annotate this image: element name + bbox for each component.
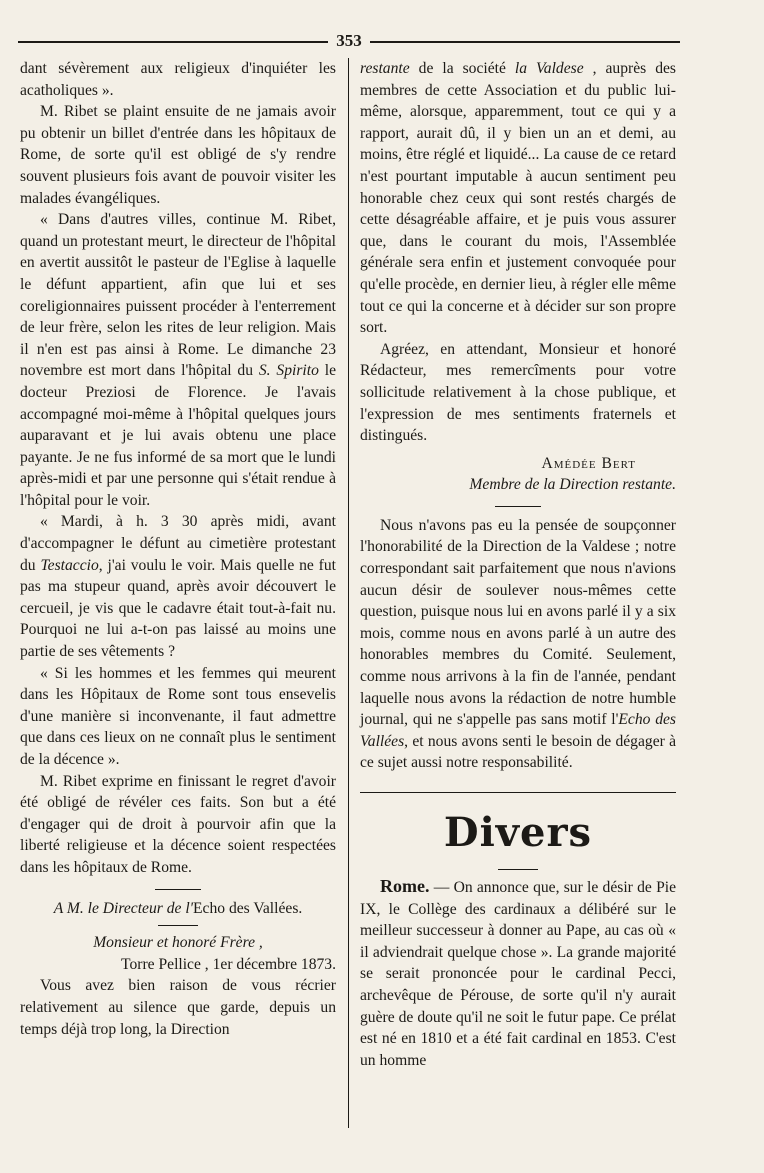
text-run: de la société [409, 60, 515, 77]
page-number: 353 [336, 31, 362, 50]
left-column [20, 58, 336, 1040]
text-run: , j'ai voulu le voir. Mais quelle ne fut pas ma stupeur quand, après avoir découvert le cercueil, je vis que le cadavre était tout-à-fait nu. Pourquoi ne lui a-t-on pas laissé au moins une partie de ses vêtements ? [20, 556, 336, 661]
text-run: le docteur Preziosi de Florence. Je l'avais accompagné moi-même à l'hôpital quelques jours auparavant et je lui avais obtenu une place payante. Je ne fus informé de sa mort que le lundi après-midi et par une personne qui s'était rendue à l'hôpital pour le voir. [20, 362, 336, 509]
paragraph [20, 209, 336, 511]
header-rule-right [370, 41, 680, 43]
news-keyword: Rome. [380, 876, 430, 896]
hospital-name: S. Spirito [258, 362, 319, 380]
journal-name: Echo des Vallées. [193, 899, 303, 917]
text-run: A M. le Directeur de l' [53, 899, 194, 917]
paragraph: Agréez, en attendant, Monsieur et honoré Rédacteur, mes remercîments pour votre sollicitude relativement à la chose publique, et l'expression de mes sentiments fraternels et distingués. [360, 340, 676, 445]
separator [158, 925, 198, 926]
text-run: , et nous avons senti le besoin de dégager à ce sujet aussi notre responsabilité. [360, 732, 676, 772]
signature-title: Membre de la Direction restante. [469, 476, 676, 494]
text-run: « Mardi, à h. 3 30 après midi, avant d'accompagner le défunt au cimetière protestant du [20, 513, 336, 574]
page-header [18, 32, 680, 50]
text-run: « Dans d'autres villes, continue M. Ribet, quand un protestant meurt, le directeur de l'hôpital en avertit aussitôt le pasteur de l'Eglise à laquelle le défunt appartient, afin que lui et ses coreligionnaires puissent procéder à l'enterrement de leur frère, selon les rites de leur religion. Mais il n'en est pas ainsi à Rome. Le dimanche 23 novembre est mort dans l'hôpital du [20, 211, 336, 380]
paragraph [360, 876, 676, 1071]
section-title: Divers [443, 809, 593, 856]
letter-heading [20, 898, 336, 920]
right-column [360, 58, 676, 1071]
paragraph [360, 515, 676, 774]
journal-name: Echo des Vallées [360, 711, 676, 750]
text-run: — On annonce que, sur le désir de Pie IX, le Collège des cardinaux a délibéré sur le meilleur successeur à donner au Pape, au cas où « il adviendrait quelque chose ». La grande majorité se serait prononcée pour le cardinal Pecci, archevêque de Pérouse, de sorte qu'il n'y aurait guère de doute qu'il ne soit le futur pape. Ce prélat est né en 1810 et a été fait cardinal en 1853. C'est un homme [360, 879, 676, 1069]
column-divider [348, 58, 349, 1128]
text-run: , auprès des membres de cette Association et du public lui-même, alorsque, apparemment, tout ce qui y a rapport, aurait dû, il y bien un an et demi, au moins, être réglé et liquidé... La cause de ce retard n'est pourtant imputable à aucun sentiment peu honorable chez ceux qui sont restés chargés de cette désagréable affaire, et je puis vous assurer que, dans le courant du mois, l'Assemblée générale sera enfin et justement convoquée pour qu'elle procède, en dernier lieu, à régler elle même tout ce qui la concerne et à décider sur son propre sort. [360, 60, 676, 337]
separator [155, 889, 201, 890]
text-run: Nous n'avons pas eu la pensée de soupçonner l'honorabilité de la Direction de la Valdese ; notre correspondant sait parfaitement que nous n'avions aucun désir de soulever nous-mêmes cette question, puisque nous lui en avons parlé il y a six mois, comme nous en avons parlé à un autre des honorables membres du Comité. Seulement, comme nous arrivons à la fin de l'année, pendant laquelle nous avons la rédaction de notre humble journal, qui ne s'appelle pas sans motif l' [360, 516, 676, 729]
paragraph [20, 511, 336, 662]
salutation: Monsieur et honoré Frère , [93, 934, 263, 952]
cemetery-name: Testaccio [40, 556, 99, 574]
separator [495, 506, 541, 507]
text-run: restante [360, 60, 410, 77]
paragraph: Vous avez bien raison de vous récrier relativement au silence que garde, depuis un temps déjà trop long, la Direction [20, 977, 336, 1038]
section-rule [360, 792, 676, 793]
paragraph: « Si les hommes et les femmes qui meurent dans les Hôpitaux de Rome sont tous ensevelis d'une manière si inconvenante, il faut admettre que dans ces lieux on ne connaît plus le sentiment de la décence ». [20, 664, 336, 768]
society-name: la Valdese [514, 60, 584, 77]
paragraph: dant sévèrement aux religieux d'inquiéter les acatholiques ». [20, 60, 336, 99]
paragraph [360, 58, 676, 339]
paragraph: M. Ribet se plaint ensuite de ne jamais avoir pu obtenir un billet d'entrée dans les hôpitaux de Rome, de sorte qu'il est obligé de s'y rendre souvent plusieurs fois avant de pouvoir visiter les malades évangéliques. [20, 103, 336, 207]
paragraph: M. Ribet exprime en finissant le regret d'avoir été obligé de révéler ces faits. Son but a été d'engager qui de droit à pourvoir afin que la liberté religieuse et la décence soient respectées dans les hôpitaux de Rome. [20, 772, 336, 876]
separator [498, 869, 538, 870]
signature-name: Amédée Bert [541, 454, 636, 472]
dateline: Torre Pellice , 1er décembre 1873. [121, 955, 336, 973]
